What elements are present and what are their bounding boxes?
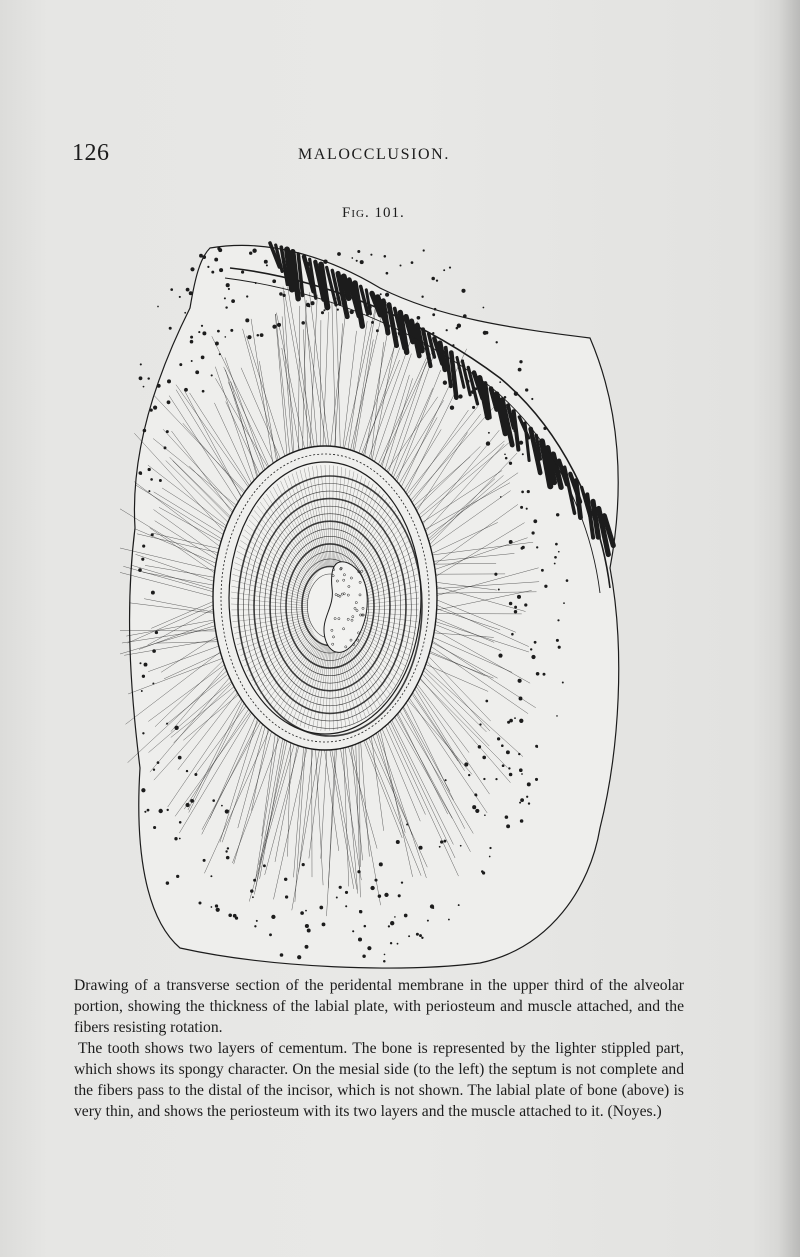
- bone-stipple: [457, 324, 461, 328]
- bone-stipple: [519, 360, 522, 363]
- bone-stipple: [443, 840, 446, 843]
- bone-stipple: [367, 946, 371, 950]
- bone-stipple: [216, 908, 220, 912]
- bone-stipple: [153, 406, 157, 410]
- bone-stipple: [517, 595, 521, 599]
- bone-stipple: [446, 329, 448, 331]
- bone-stipple: [370, 254, 372, 256]
- bone-stipple: [511, 633, 514, 636]
- bone-stipple: [483, 778, 485, 780]
- bone-stipple: [443, 269, 445, 271]
- bone-stipple: [339, 886, 342, 889]
- bone-stipple: [504, 453, 506, 455]
- bone-stipple: [509, 773, 513, 777]
- bone-stipple: [351, 257, 353, 259]
- bone-stipple: [520, 798, 524, 802]
- bone-stipple: [323, 309, 325, 311]
- bone-stipple: [184, 312, 186, 314]
- bone-stipple: [186, 770, 188, 772]
- bone-stipple: [224, 297, 226, 299]
- bone-stipple: [430, 904, 434, 908]
- bone-stipple: [157, 384, 161, 388]
- bone-stipple: [139, 376, 143, 380]
- bone-stipple: [364, 925, 367, 928]
- bone-stipple: [272, 325, 276, 329]
- bone-stipple: [225, 306, 227, 308]
- bone-stipple: [300, 911, 304, 915]
- bone-stipple: [179, 296, 181, 298]
- bone-stipple: [199, 254, 203, 258]
- bone-stipple: [235, 916, 238, 919]
- bone-stipple: [263, 864, 266, 867]
- bone-stipple: [499, 381, 501, 383]
- bone-stipple: [443, 381, 447, 385]
- bone-stipple: [143, 386, 145, 388]
- bone-stipple: [556, 513, 559, 516]
- bone-stipple: [147, 809, 150, 812]
- bone-stipple: [212, 799, 215, 802]
- bone-stipple: [431, 277, 435, 281]
- bone-stipple: [308, 305, 310, 307]
- bone-stipple: [148, 468, 151, 471]
- bone-stipple: [514, 610, 517, 613]
- bone-stipple: [227, 810, 229, 812]
- bone-stipple: [463, 314, 467, 318]
- bone-stipple: [475, 809, 479, 813]
- bone-stipple: [249, 252, 252, 255]
- bone-stipple: [266, 264, 268, 266]
- bone-stipple: [319, 906, 323, 910]
- bone-stipple: [202, 390, 205, 393]
- bone-stipple: [256, 920, 258, 922]
- bone-stipple: [337, 252, 341, 256]
- bone-stipple: [541, 569, 544, 572]
- bone-stipple: [496, 341, 498, 343]
- bone-stipple: [508, 767, 510, 769]
- bone-stipple: [390, 921, 394, 925]
- bone-stipple: [495, 778, 497, 780]
- bone-stipple: [142, 732, 144, 734]
- bone-stipple: [458, 904, 460, 906]
- bone-stipple: [264, 260, 268, 264]
- bone-stipple: [521, 547, 524, 550]
- bone-stipple: [166, 881, 169, 884]
- bone-stipple: [202, 331, 206, 335]
- bone-stipple: [337, 309, 339, 311]
- figure-caption: [74, 975, 684, 1122]
- bone-stipple: [383, 960, 386, 963]
- bone-stipple: [203, 859, 206, 862]
- bone-stipple: [404, 914, 408, 918]
- bone-stipple: [427, 920, 429, 922]
- bone-stipple: [322, 922, 326, 926]
- bone-stipple: [360, 260, 364, 264]
- bone-stipple: [524, 603, 527, 606]
- caption-paragraph-2: The tooth shows two layers of cementum. The bone is represented by the lighter stippled part, which shows its spongy character. On the mesial side (to the left) the septum is not complete and the fibers pass to the distal of the incisor, which is not shown. The labial plate of bone (above) is very thin, and shows the periosteum with its two layers and the muscle attached to it. (Noyes.): [74, 1040, 684, 1120]
- bone-stipple: [198, 901, 201, 904]
- bone-stipple: [557, 619, 559, 621]
- bone-stipple: [307, 929, 311, 933]
- bone-stipple: [211, 271, 214, 274]
- bone-stipple: [228, 914, 232, 918]
- bone-stipple: [297, 955, 301, 959]
- bone-stipple: [323, 260, 327, 264]
- bone-stipple: [489, 856, 491, 858]
- bone-stipple: [305, 945, 309, 949]
- bone-stipple: [527, 782, 531, 786]
- bone-stipple: [484, 814, 486, 816]
- bone-stipple: [408, 935, 410, 937]
- bone-stipple: [498, 654, 502, 658]
- bone-stipple: [525, 388, 528, 391]
- bone-stipple: [521, 773, 523, 775]
- bone-stipple: [518, 679, 522, 683]
- bone-stipple: [141, 558, 144, 561]
- bone-stipple: [159, 479, 162, 482]
- bone-stipple: [417, 316, 421, 320]
- bone-stipple: [170, 288, 173, 291]
- bone-stipple: [148, 490, 150, 492]
- bone-stipple: [388, 925, 390, 927]
- bone-stipple: [226, 283, 230, 287]
- histology-illustration: [120, 228, 640, 973]
- bone-stipple: [226, 856, 230, 860]
- bone-stipple: [272, 279, 276, 283]
- bone-stipple: [139, 662, 141, 664]
- bone-stipple: [439, 846, 441, 848]
- bone-stipple: [150, 478, 153, 481]
- bone-stipple: [147, 377, 149, 379]
- bone-stipple: [179, 363, 182, 366]
- bone-stipple: [502, 764, 505, 767]
- bone-stipple: [526, 796, 528, 798]
- bone-stipple: [556, 639, 559, 642]
- bone-stipple: [536, 546, 538, 548]
- bone-stipple: [386, 272, 389, 275]
- bone-stipple: [563, 602, 565, 604]
- bone-stipple: [230, 329, 233, 332]
- bone-stipple: [176, 875, 179, 878]
- bone-stipple: [302, 863, 305, 866]
- bone-stipple: [141, 788, 145, 792]
- bone-stipple: [558, 551, 560, 553]
- bone-stipple: [432, 313, 435, 316]
- bone-stipple: [421, 937, 423, 939]
- bone-stipple: [519, 802, 521, 804]
- bone-stipple: [399, 264, 401, 266]
- bone-stipple: [279, 292, 282, 295]
- bone-stipple: [380, 293, 382, 295]
- bone-stipple: [142, 675, 145, 678]
- bone-stipple: [488, 432, 490, 434]
- bone-stipple: [280, 953, 284, 957]
- bone-stipple: [458, 394, 462, 398]
- bone-stipple: [190, 799, 194, 803]
- bone-stipple: [141, 690, 143, 692]
- bone-stipple: [421, 296, 423, 298]
- bone-stipple: [419, 934, 422, 937]
- bone-stipple: [483, 331, 487, 335]
- bone-stipple: [245, 318, 249, 322]
- bone-stipple: [522, 453, 524, 455]
- bone-stipple: [174, 837, 177, 840]
- bone-stipple: [533, 519, 537, 523]
- bone-stipple: [384, 954, 386, 956]
- bone-stipple: [190, 267, 194, 271]
- bone-stipple: [228, 288, 230, 290]
- bone-stipple: [514, 717, 516, 719]
- bone-stipple: [189, 291, 193, 295]
- bone-stipple: [336, 897, 338, 899]
- bone-stipple: [472, 406, 475, 409]
- bone-stipple: [498, 589, 500, 591]
- bone-stipple: [528, 802, 530, 804]
- bone-stipple: [218, 248, 222, 252]
- bone-stipple: [520, 819, 524, 823]
- bone-stipple: [219, 268, 223, 272]
- bone-stipple: [384, 255, 387, 258]
- bone-stipple: [247, 335, 251, 339]
- bone-stipple: [225, 850, 227, 852]
- bone-stipple: [142, 545, 145, 548]
- bone-stipple: [535, 778, 538, 781]
- bone-stipple: [534, 641, 537, 644]
- bone-stipple: [379, 862, 383, 866]
- bone-stipple: [284, 878, 287, 881]
- bone-stipple: [211, 906, 213, 908]
- bone-stipple: [566, 579, 569, 582]
- bone-stipple: [215, 904, 218, 907]
- bone-stipple: [468, 774, 470, 776]
- bone-stipple: [224, 336, 226, 338]
- bone-stipple: [558, 646, 561, 649]
- bone-stipple: [345, 905, 347, 907]
- bone-stipple: [174, 726, 178, 730]
- bone-stipple: [167, 809, 169, 811]
- bone-stipple: [186, 288, 190, 292]
- bone-stipple: [485, 700, 488, 703]
- bone-stipple: [190, 340, 194, 344]
- bone-stipple: [531, 655, 535, 659]
- bone-stipple: [140, 363, 142, 365]
- bone-stipple: [231, 299, 235, 303]
- bone-stipple: [501, 744, 504, 747]
- bone-stipple: [305, 910, 307, 912]
- bone-stipple: [252, 249, 256, 253]
- bone-stipple: [260, 333, 264, 337]
- bone-stipple: [390, 942, 392, 944]
- bone-stipple: [531, 398, 533, 400]
- bone-stipple: [241, 271, 244, 274]
- bone-stipple: [257, 334, 260, 337]
- bone-stipple: [397, 943, 399, 945]
- bone-stipple: [144, 811, 146, 813]
- bone-stipple: [198, 331, 200, 333]
- bone-stipple: [285, 895, 288, 898]
- bone-stipple: [532, 531, 535, 534]
- bone-stipple: [494, 573, 497, 576]
- bone-stipple: [358, 937, 362, 941]
- page-number: 126: [72, 140, 110, 166]
- running-title: MALOCCLUSION.: [298, 146, 450, 163]
- bone-stipple: [460, 845, 462, 847]
- dentin-boundary: [229, 462, 421, 734]
- bone-stipple: [514, 606, 517, 609]
- bone-stipple: [153, 826, 156, 829]
- bone-stipple: [489, 847, 491, 849]
- bone-stipple: [153, 769, 155, 771]
- bone-stipple: [384, 893, 388, 897]
- bone-stipple: [201, 325, 203, 327]
- page-edge-shadow: [778, 0, 800, 1257]
- bone-stipple: [169, 327, 172, 330]
- bone-stipple: [157, 306, 159, 308]
- bone-stipple: [554, 563, 556, 565]
- bone-stipple: [506, 824, 510, 828]
- bone-stipple: [398, 894, 401, 897]
- bone-stipple: [254, 925, 256, 927]
- bone-stipple: [520, 506, 523, 509]
- bone-stipple: [450, 406, 454, 410]
- bone-stipple: [396, 840, 400, 844]
- bone-stipple: [211, 374, 213, 376]
- bone-stipple: [210, 875, 212, 877]
- bone-stipple: [217, 330, 220, 333]
- bone-stipple: [190, 336, 193, 339]
- bone-stipple: [195, 370, 199, 374]
- bone-stipple: [554, 556, 557, 559]
- bone-stipple: [214, 258, 218, 262]
- bone-stipple: [246, 295, 248, 297]
- bone-stipple: [179, 838, 181, 840]
- bone-stipple: [271, 915, 275, 919]
- bone-stipple: [227, 847, 229, 849]
- bone-stipple: [482, 871, 485, 874]
- bone-stipple: [521, 491, 524, 494]
- bone-stipple: [191, 360, 193, 362]
- bone-stipple: [445, 779, 447, 781]
- bone-stipple: [201, 356, 205, 360]
- bone-stipple: [505, 457, 508, 460]
- bone-stipple: [509, 602, 512, 606]
- bone-stipple: [544, 585, 547, 588]
- bone-stipple: [543, 673, 546, 676]
- bone-stipple: [159, 809, 163, 813]
- bone-stipple: [416, 933, 419, 936]
- bone-stipple: [497, 737, 500, 740]
- bone-stipple: [555, 543, 558, 546]
- bone-stipple: [519, 719, 523, 723]
- bone-stipple: [472, 805, 476, 809]
- bone-stipple: [167, 379, 171, 383]
- bone-stipple: [305, 924, 309, 928]
- bone-stipple: [370, 886, 374, 890]
- bone-stipple: [150, 409, 153, 412]
- bone-stipple: [505, 815, 509, 819]
- bone-stipple: [139, 471, 143, 475]
- bone-stipple: [411, 261, 414, 264]
- bone-stipple: [207, 266, 209, 268]
- bone-stipple: [345, 891, 348, 894]
- bone-stipple: [482, 756, 486, 760]
- bone-stipple: [359, 910, 361, 912]
- bone-stipple: [221, 805, 223, 807]
- bone-stipple: [178, 756, 182, 760]
- bone-stipple: [434, 308, 437, 311]
- bone-stipple: [448, 919, 450, 921]
- bone-stipple: [535, 745, 538, 748]
- bone-stipple: [401, 881, 403, 883]
- bone-stipple: [556, 715, 558, 717]
- bone-stipple: [530, 648, 532, 650]
- bone-stipple: [461, 289, 465, 293]
- caption-paragraph-1: Drawing of a transverse section of the peridental membrane in the upper third of the alveolar portion, showing the thickness of the labial plate, with periosteum and muscle attached, and the fibers resisting rotation.: [74, 977, 684, 1036]
- bone-stipple: [483, 307, 485, 309]
- bone-stipple: [356, 260, 358, 262]
- bone-stipple: [155, 631, 158, 634]
- bone-stipple: [144, 663, 148, 667]
- bone-stipple: [179, 821, 182, 824]
- bone-stipple: [536, 672, 540, 676]
- bone-stipple: [507, 721, 510, 724]
- bone-stipple: [362, 954, 365, 957]
- bone-stipple: [526, 508, 528, 510]
- bone-stipple: [519, 768, 523, 772]
- bone-stipple: [394, 916, 396, 918]
- bone-stipple: [167, 400, 171, 404]
- bone-stipple: [509, 462, 512, 465]
- bone-stipple: [143, 429, 147, 433]
- bone-stipple: [252, 896, 254, 898]
- bone-stipple: [301, 321, 305, 325]
- bone-stipple: [423, 249, 425, 251]
- figure-label: Fig. 101.: [342, 205, 405, 221]
- bone-stipple: [357, 250, 360, 253]
- bone-stipple: [151, 591, 155, 595]
- bone-stipple: [527, 490, 530, 493]
- bone-stipple: [352, 930, 354, 932]
- bone-stipple: [449, 267, 451, 269]
- bone-stipple: [562, 682, 564, 684]
- bone-stipple: [506, 750, 510, 754]
- bone-stipple: [385, 293, 389, 297]
- bone-stipple: [436, 279, 438, 281]
- bone-stipple: [321, 311, 324, 314]
- bone-stipple: [269, 933, 272, 936]
- bone-stipple: [518, 368, 522, 372]
